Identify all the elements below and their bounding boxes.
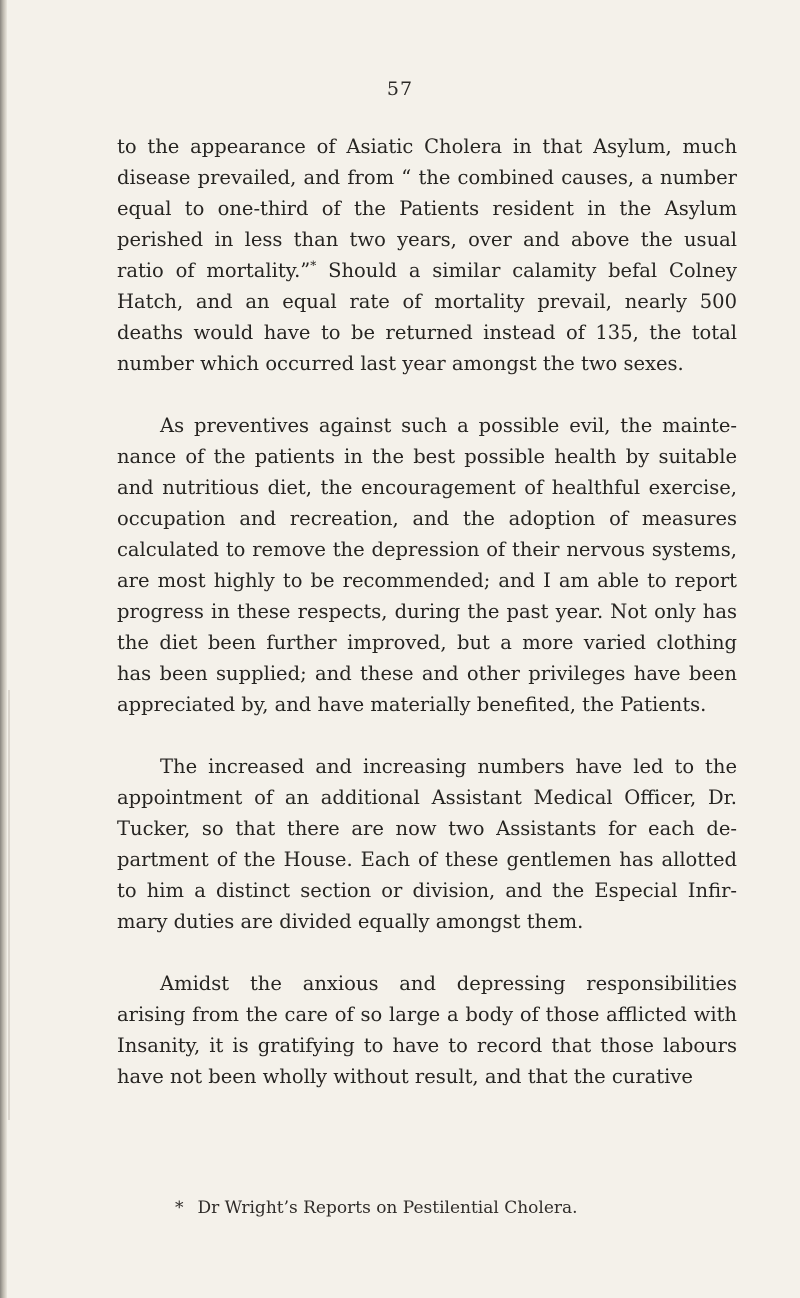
page-number: 57 bbox=[386, 78, 414, 100]
binding-mark bbox=[8, 690, 10, 1120]
footnote-text: Dr Wright’s Reports on Pestilential Cholera. bbox=[197, 1198, 578, 1218]
paragraph-1-text-end: Should a similar calamity befal Colney Hatch, and an equal rate of mortality prevail, nearly 500 deaths would have to be returned instead of 135, the total number which occurred last year amongst the two sexes. bbox=[117, 259, 737, 375]
paragraph-4: Amidst the anxious and depressing responsibilities arising from the care of so large a body of those afflicted with Insanity, it is gratifying to have to record that those labours have not been wholly without result, and that the curative bbox=[117, 972, 737, 1088]
footnote-reference-mark: * bbox=[310, 258, 317, 273]
page-spine-shadow bbox=[0, 0, 7, 1298]
footnote bbox=[175, 1197, 695, 1219]
paragraph-1 bbox=[117, 131, 737, 379]
paragraph-3: The increased and increasing numbers have led to the appointment of an additional Assistant Medical Officer, Dr. Tucker, so that there are now two Assistants for each department of the House. Each of these gentlemen has allotted to him a distinct section or division, and the Especial Infirmary duties are divided equally amongst them. bbox=[117, 755, 737, 933]
paragraph-1-text-start: to the appearance of Asiatic Cholera in that Asylum, much disease prevailed, and from “ the combined causes, a number equal to one-third of the Patients resident in the Asylum perished in less than two years, over and above the usual ratio of mortality.” bbox=[117, 135, 737, 282]
body-text bbox=[117, 131, 737, 1092]
footnote-mark: * bbox=[175, 1198, 184, 1218]
paragraph-2: As preventives against such a possible evil, the maintenance of the patients in the best possible health by suitable and nutritious diet, the encouragement of healthful exercise, occupation and recreation, and the adoption of measures calculated to remove the depression of their nervous systems, are most highly to be recommended; and I am able to report progress in these respects, during the past year. Not only has the diet been further improved, but a more varied clothing has been supplied; and these and other privileges have been appreciated by, and have materially benefited, the Patients. bbox=[117, 414, 737, 716]
